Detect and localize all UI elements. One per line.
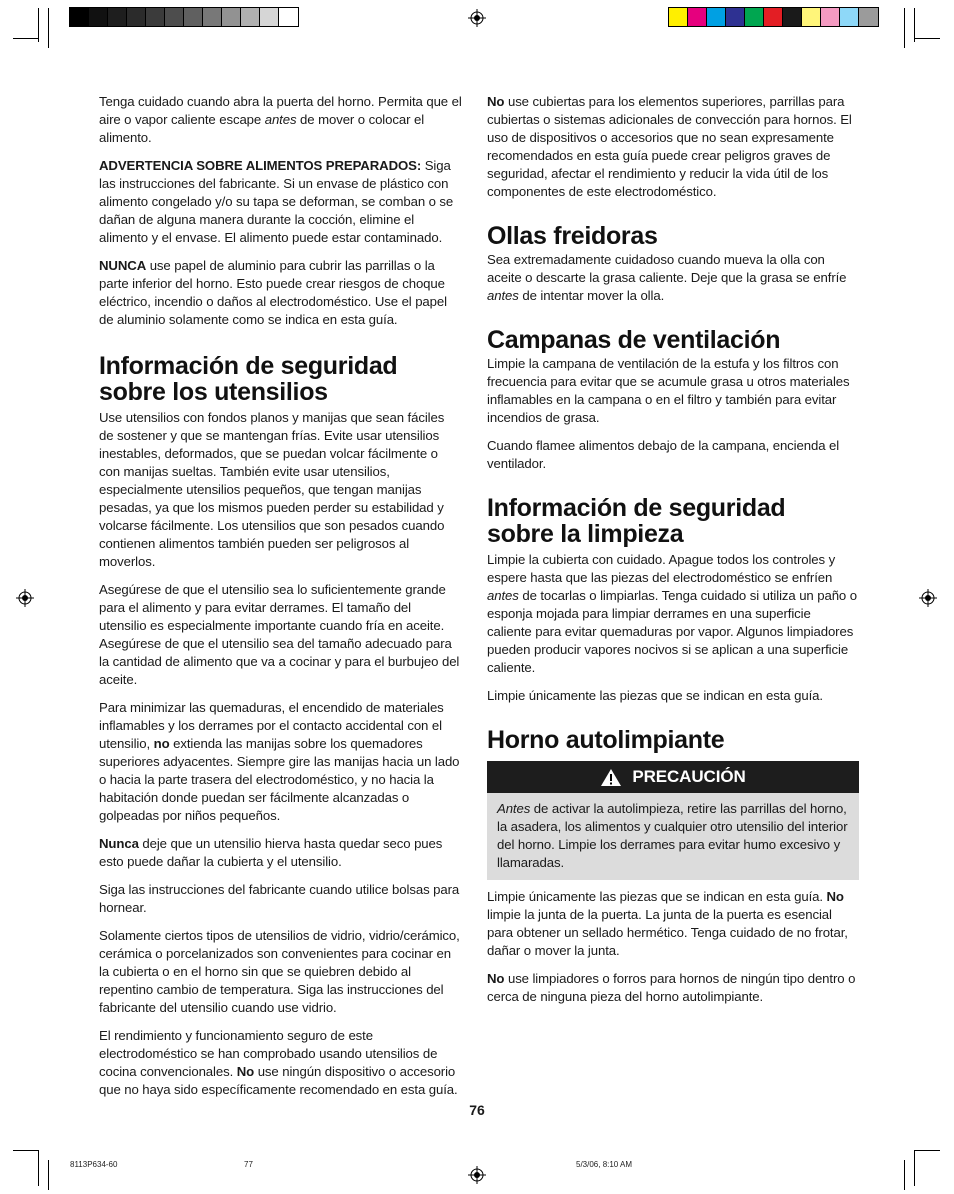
color-swatch <box>260 8 279 26</box>
color-bar <box>668 7 879 27</box>
registration-target-icon <box>16 589 34 607</box>
caution-text: Antes de activar la autolimpieza, retire las parrillas del horno, la asadera, los alimentos y cualquier otro utensilio del interior del horno. Limpie los derrames para evitar humo excesivo y llamaradas. <box>487 793 859 880</box>
oven-liners-paragraph: No use limpiadores o forros para hornos de ningún tipo dentro o cerca de ninguna pieza del horno autolimpiante. <box>487 971 856 1004</box>
registration-target-icon <box>468 9 486 27</box>
color-swatch <box>745 8 764 26</box>
clean-parts-paragraph: Limpie únicamente las piezas que se indican en esta guía. <box>487 688 823 703</box>
caution-title: PRECAUCIÓN <box>632 767 746 786</box>
color-swatch <box>669 8 688 26</box>
color-swatch <box>783 8 802 26</box>
left-column <box>99 93 462 1109</box>
footer-sheet-number: 77 <box>244 1160 253 1169</box>
aluminum-foil-paragraph: NUNCA use papel de aluminio para cubrir las parrillas o la parte inferior del horno. Esto puede crear riesgos de choque eléctrico, incendio o daños al electrodoméstico. Use el papel de aluminio solamente como se indica en esta guía. <box>99 258 447 327</box>
color-swatch <box>707 8 726 26</box>
oven-bags-paragraph: Siga las instrucciones del fabricante cuando utilice bolsas para hornear. <box>99 882 460 915</box>
color-swatch <box>70 8 89 26</box>
door-gasket-paragraph: Limpie únicamente las piezas que se indican en esta guía. No limpie la junta de la puerta. La junta de la puerta es esencial para obtener un sellado hermético. Tenga cuidado de no frotar, dañar o mover la junta. <box>487 889 848 958</box>
handles-paragraph: Para minimizar las quemaduras, el encendido de materiales inflamables y los derrames por el contacto accidental con el utensilio, no extienda las manijas sobre los quemadores superiores adyacentes. Siempre gire las manijas hacia un lado o hacia la parte trasera del electrodoméstico, y no hacia la habitación donde puedan ser fácilmente alcanzadas o golpeadas por niños pequeños. <box>99 700 460 823</box>
accessories-paragraph: El rendimiento y funcionamiento seguro de este electrodoméstico se han comprobado usando utensilios de cocina convencionales. No use ningún dispositivo o accesorio que no haya sido específicamente recomendado en esta guía. <box>99 1028 458 1097</box>
registration-target-icon <box>468 1166 486 1184</box>
prepared-food-warning-paragraph: ADVERTENCIA SOBRE ALIMENTOS PREPARADOS: Siga las instrucciones del fabricante. Si un envase de plástico con alimento congelado y/o su tapa se deforman, se comban o se dañan de alguna manera durante la cocción, elimine el alimento y el envase. El alimento puede estar contaminado. <box>99 158 454 245</box>
registration-target-icon <box>919 589 937 607</box>
self-clean-heading: Horno autolimpiante <box>487 726 725 754</box>
color-swatch <box>840 8 859 26</box>
color-swatch <box>821 8 840 26</box>
color-swatch <box>146 8 165 26</box>
color-swatch <box>241 8 260 26</box>
color-swatch <box>127 8 146 26</box>
footer-job-code: 8113P634-60 <box>70 1160 118 1169</box>
fryer-paragraph: Sea extremadamente cuidadoso cuando mueva la olla con aceite o descarte la grasa caliente. Deje que la grasa se enfríe antes de intentar mover la olla. <box>487 252 847 303</box>
hood-paragraph: Limpie la campana de ventilación de la estufa y los filtros con frecuencia para evitar que se acumule grasa u otros materiales inflamables en la campana o en el filtro y también para evitar incendios de grasa. <box>487 356 850 425</box>
grayscale-bar <box>69 7 299 27</box>
color-swatch <box>89 8 108 26</box>
color-swatch <box>203 8 222 26</box>
flambe-paragraph: Cuando flamee alimentos debajo de la campana, encienda el ventilador. <box>487 438 840 471</box>
color-swatch <box>802 8 821 26</box>
color-swatch <box>184 8 203 26</box>
color-swatch <box>859 8 878 26</box>
footer-date: 5/3/06, 8:10 AM <box>576 1160 633 1169</box>
color-swatch <box>279 8 298 26</box>
cooktop-cleaning-paragraph: Limpie la cubierta con cuidado. Apague todos los controles y espere hasta que las piezas del electrodoméstico se enfríen antes de tocarlas o limpiarlas. Tenga cuidado si utiliza un paño o esponja mojada para limpiar derrames en una superficie caliente para evitar quemaduras por vapor. Algunos limpiadores pueden producir vapores nocivos si se aplican a una superficie caliente. <box>487 552 857 675</box>
utensil-paragraph: Use utensilios con fondos planos y manijas que sean fáciles de sostener y que se mantengan frías. Evite usar utensilios inestables, deformados, que se puedan volcar fácilmente o con manijas sueltas. También evite usar utensilios, especialmente utensilios pequeños, que tengan manijas pesadas, ya que los mismos pueden perder su estabilidad y volcarse fácilmente. Los utensilios que son pesados cuando contienen alimentos también pueden ser peligrosos al moverlos. <box>99 410 445 569</box>
caution-header <box>487 761 859 793</box>
right-column <box>487 93 858 1016</box>
color-swatch <box>222 8 241 26</box>
caution-box <box>487 761 859 880</box>
color-swatch <box>165 8 184 26</box>
fryer-heading: Ollas freidoras <box>487 222 658 250</box>
utensil-safety-heading: Información de seguridad sobre los utensilios <box>99 352 398 406</box>
hood-heading: Campanas de ventilación <box>487 326 781 354</box>
color-swatch <box>688 8 707 26</box>
oven-door-paragraph: Tenga cuidado cuando abra la puerta del horno. Permita que el aire o vapor caliente escape antes de mover o colocar el alimento. <box>99 94 462 145</box>
color-swatch <box>764 8 783 26</box>
glass-utensils-paragraph: Solamente ciertos tipos de utensilios de vidrio, vidrio/cerámico, cerámica o porcelanizados son convenientes para cocinar en la cubierta o en el horno sin que se quiebren debido al repentino cambio de temperatura. Siga las instrucciones del fabricante del utensilio cuando use vidrio. <box>99 928 460 1015</box>
color-swatch <box>726 8 745 26</box>
warning-icon <box>600 768 622 787</box>
covers-paragraph: No use cubiertas para los elementos superiores, parrillas para cubiertas o sistemas adicionales de convección para hornos. El uso de dispositivos o accesorios que no sean expresamente recomendados en esta guía puede crear peligros graves de seguridad, afectar el rendimiento y reducir la vida útil de los componentes de este electrodoméstico. <box>487 94 852 199</box>
color-swatch <box>108 8 127 26</box>
cleaning-safety-heading: Información de seguridad sobre la limpieza <box>487 494 786 548</box>
utensil-size-paragraph: Asegúrese de que el utensilio sea lo suficientemente grande para el alimento y para evitar derrames. El tamaño del utensilio es especialmente importante cuando fría en aceite. Asegúrese de que el utensilio sea del tamaño adecuado para la cantidad de alimento que va a cocinar y para el burbujeo del aceite. <box>99 582 460 687</box>
page-number: 76 <box>469 1102 485 1118</box>
boil-dry-paragraph: Nunca deje que un utensilio hierva hasta quedar seco pues esto puede dañar la cubierta y el utensilio. <box>99 836 443 869</box>
